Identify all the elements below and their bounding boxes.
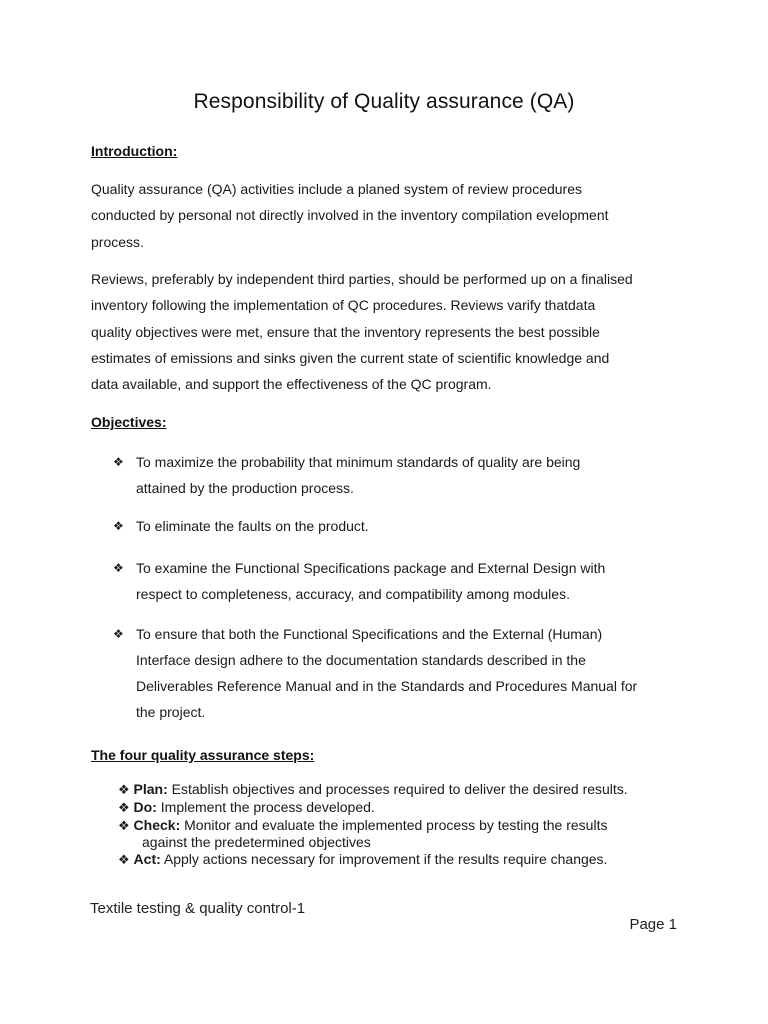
diamond-bullet-icon: ❖ — [113, 455, 124, 469]
text-line: To eliminate the faults on the product. — [136, 518, 369, 534]
steps-heading: The four quality assurance steps: — [91, 747, 315, 763]
step-text: Apply actions necessary for improvement if the results require changes. — [160, 851, 608, 867]
diamond-bullet-icon: ❖ — [113, 627, 124, 641]
footer-text: Textile testing & quality control-1 — [90, 900, 306, 917]
step-text: Monitor and evaluate the implemented process by testing the results — [180, 817, 608, 833]
introduction-heading: Introduction: — [91, 143, 178, 159]
diamond-bullet-icon: ❖ — [118, 783, 130, 798]
text-line: To ensure that both the Functional Specifications and the External (Human) — [136, 626, 603, 642]
step-text: Implement the process developed. — [156, 799, 375, 815]
step-label: Check: — [133, 817, 181, 833]
text-line: data available, and support the effectiveness of the QC program. — [91, 376, 492, 393]
objectives-heading: Objectives: — [91, 414, 167, 430]
diamond-bullet-icon: ❖ — [118, 801, 130, 816]
step-label: Plan: — [133, 781, 168, 797]
step-item-act — [118, 851, 607, 869]
page-number: Page 1 — [629, 916, 677, 933]
text-line: To maximize the probability that minimum standards of quality are being — [136, 454, 581, 470]
diamond-bullet-icon: ❖ — [118, 819, 130, 834]
text-line: Reviews, preferably by independent third parties, should be performed up on a finalised — [91, 271, 633, 287]
step-item-check — [118, 817, 607, 835]
step-continuation: against the predetermined objectives — [142, 834, 371, 850]
diamond-bullet-icon: ❖ — [118, 853, 130, 868]
text-line: the project. — [136, 704, 206, 720]
text-line: To examine the Functional Specifications package and External Design with — [136, 560, 606, 576]
step-label: Act: — [133, 851, 161, 867]
text-line: respect to completeness, accuracy, and compatibility among modules. — [136, 586, 570, 602]
text-line: attained by the production process. — [136, 480, 354, 496]
step-item-plan — [118, 781, 628, 799]
step-item-do — [118, 799, 375, 817]
introduction-paragraph-1 — [91, 176, 691, 255]
text-line: inventory following the implementation of QC procedures. Reviews varify thatdata — [91, 297, 596, 314]
introduction-paragraph-2 — [91, 266, 691, 397]
text-line: Interface design adhere to the documentation standards described in the — [136, 652, 586, 668]
text-line: quality objectives were met, ensure that the inventory represents the best possible — [91, 323, 600, 340]
diamond-bullet-icon: ❖ — [113, 519, 124, 533]
step-label: Do: — [133, 799, 157, 815]
document-title: Responsibility of Quality assurance (QA) — [193, 90, 575, 113]
text-line: conducted by personal not directly involved in the inventory compilation evelopment — [91, 207, 609, 224]
diamond-bullet-icon: ❖ — [113, 561, 124, 575]
text-line: process. — [91, 233, 144, 250]
step-text: Establish objectives and processes required to deliver the desired results. — [167, 781, 628, 797]
text-line: estimates of emissions and sinks given the current state of scientific knowledge and — [91, 349, 610, 366]
text-line: Deliverables Reference Manual and in the Standards and Procedures Manual for — [136, 678, 638, 694]
text-line: Quality assurance (QA) activities include a planed system of review procedures — [91, 181, 582, 197]
